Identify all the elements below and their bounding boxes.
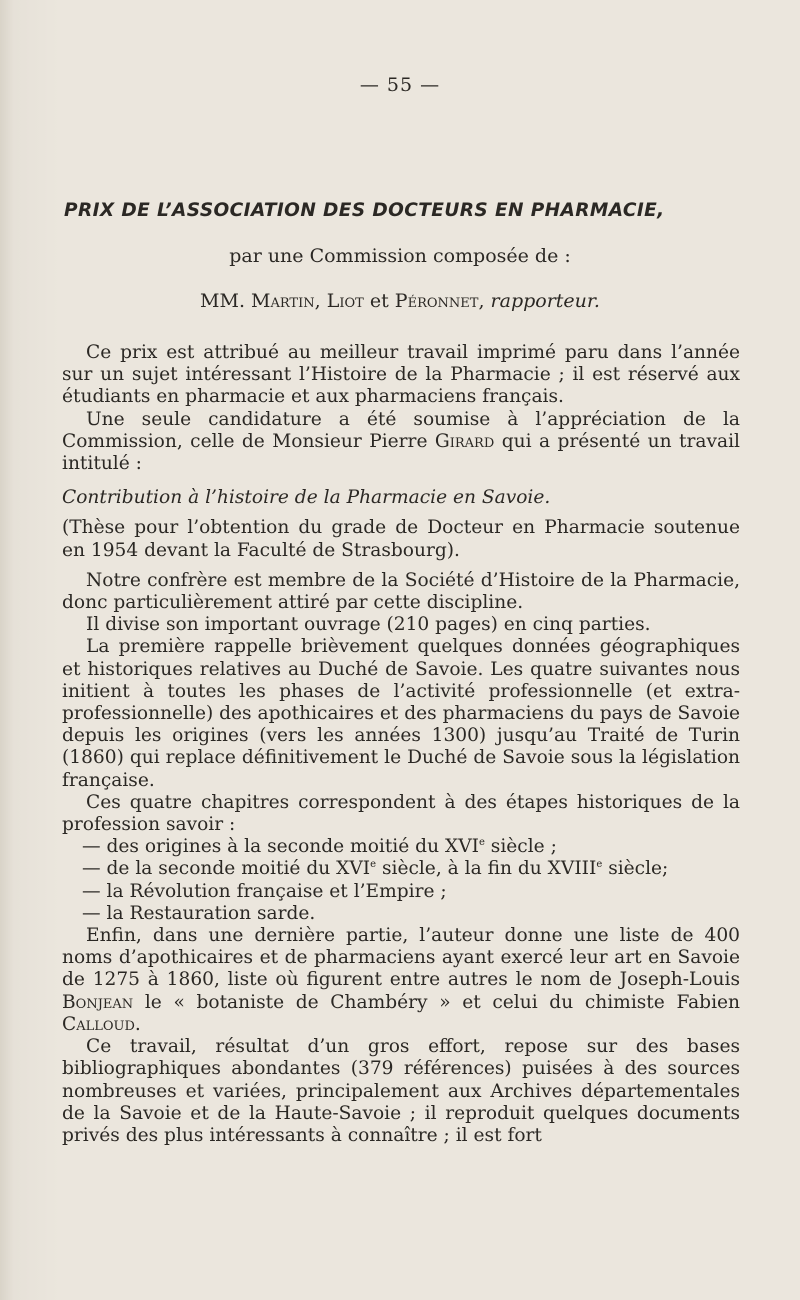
body-text bbox=[62, 342, 740, 1147]
name-bonjean: Bonjean bbox=[62, 991, 134, 1013]
author-liot: Liot bbox=[326, 290, 364, 312]
list-item: — la Restauration sarde. bbox=[82, 902, 316, 924]
paragraph-name-list: Enfin, dans une dernière partie, l’auteur donne une liste de 400 noms d’apothicaires et de pharmaciens ayant exercé leur art en Savoie de 1275 à 1860, liste où figurent entre autres le nom de Joseph-Louis Bonjean le « botaniste de Chambéry » et celui du chimiste Fabien Calloud. bbox=[62, 925, 740, 1035]
paragraph-chapters: Ces quatre chapitres correspondent à des étapes historiques de la profession savoir : bbox=[62, 791, 740, 836]
author-peronnet: Péronnet bbox=[394, 290, 479, 312]
paragraph-prize-description: Ce prix est attribué au meilleur travail imprimé paru dans l’année sur un sujet intéressant l’Histoire de la Pharmacie ; il est réservé aux étudiants en pharmacie et aux pharmaciens français. bbox=[62, 342, 740, 408]
list-item: — de la seconde moitié du XVIe siècle, à la fin du XVIIIe siècle; bbox=[82, 858, 669, 880]
candidature-text-end: qui a présenté un travail intitulé : bbox=[62, 430, 740, 475]
paragraph-parts: Il divise son important ouvrage (210 pages) en cinq parties. bbox=[86, 614, 651, 636]
authors-line: MM. Martin, Liot et Péronnet, rapporteur. bbox=[200, 290, 600, 312]
authors-prefix: MM. bbox=[200, 290, 245, 312]
list-item: — des origines à la seconde moitié du XVIe siècle ; bbox=[82, 836, 557, 858]
candidate-name: Girard bbox=[434, 430, 495, 452]
author-role: rapporteur. bbox=[490, 290, 600, 312]
authors-conjunction: et bbox=[369, 290, 389, 312]
paragraph-first-part: La première rappelle brièvement quelques données géographiques et historiques relatives au Duché de Savoie. Les quatre suivantes nous initient à toutes les phases de l’activité professionnelle (et extra-professionnelle) des apothicaires et des pharmaciens du pays de Savoie depuis les origines (vers les années 1300) jusqu’au Traité de Turin (1860) qui replace définitivement le Duché de Savoie sous la législation française. bbox=[62, 636, 740, 791]
prize-title: PRIX DE L’ASSOCIATION DES DOCTEURS EN PHARMACIE, bbox=[64, 200, 665, 221]
list-item: — la Révolution française et l’Empire ; bbox=[82, 880, 447, 902]
paragraph-thesis: (Thèse pour l’obtention du grade de Docteur en Pharmacie soutenue en 1954 devant la Faculté de Strasbourg). bbox=[62, 517, 740, 561]
paragraph-confrere: Notre confrère est membre de la Société d’Histoire de la Pharmacie, donc particulièrement attiré par cette discipline. bbox=[62, 569, 740, 614]
commission-line: par une Commission composée de : bbox=[229, 245, 571, 267]
name-calloud: Calloud bbox=[62, 1013, 135, 1035]
author-martin: Martin bbox=[251, 290, 315, 312]
candidature-text-start: Une seule candidature a été soumise à l’appréciation de la Commission, celle de Monsieur Pierre bbox=[62, 408, 740, 452]
paragraph-bibliography: Ce travail, résultat d’un gros effort, repose sur des bases bibliographiques abondantes (379 références) puisées à des sources nombreuses et variées, principalement aux Archives départementales de la Savoie et de la Haute-Savoie ; il reproduit quelques documents privés des plus intéressants à connaître ; il est fort bbox=[62, 1036, 740, 1146]
paragraph-candidature bbox=[62, 409, 740, 476]
work-title: Contribution à l’histoire de la Pharmacie en Savoie. bbox=[62, 487, 551, 509]
page-number: — 55 — bbox=[359, 74, 441, 96]
